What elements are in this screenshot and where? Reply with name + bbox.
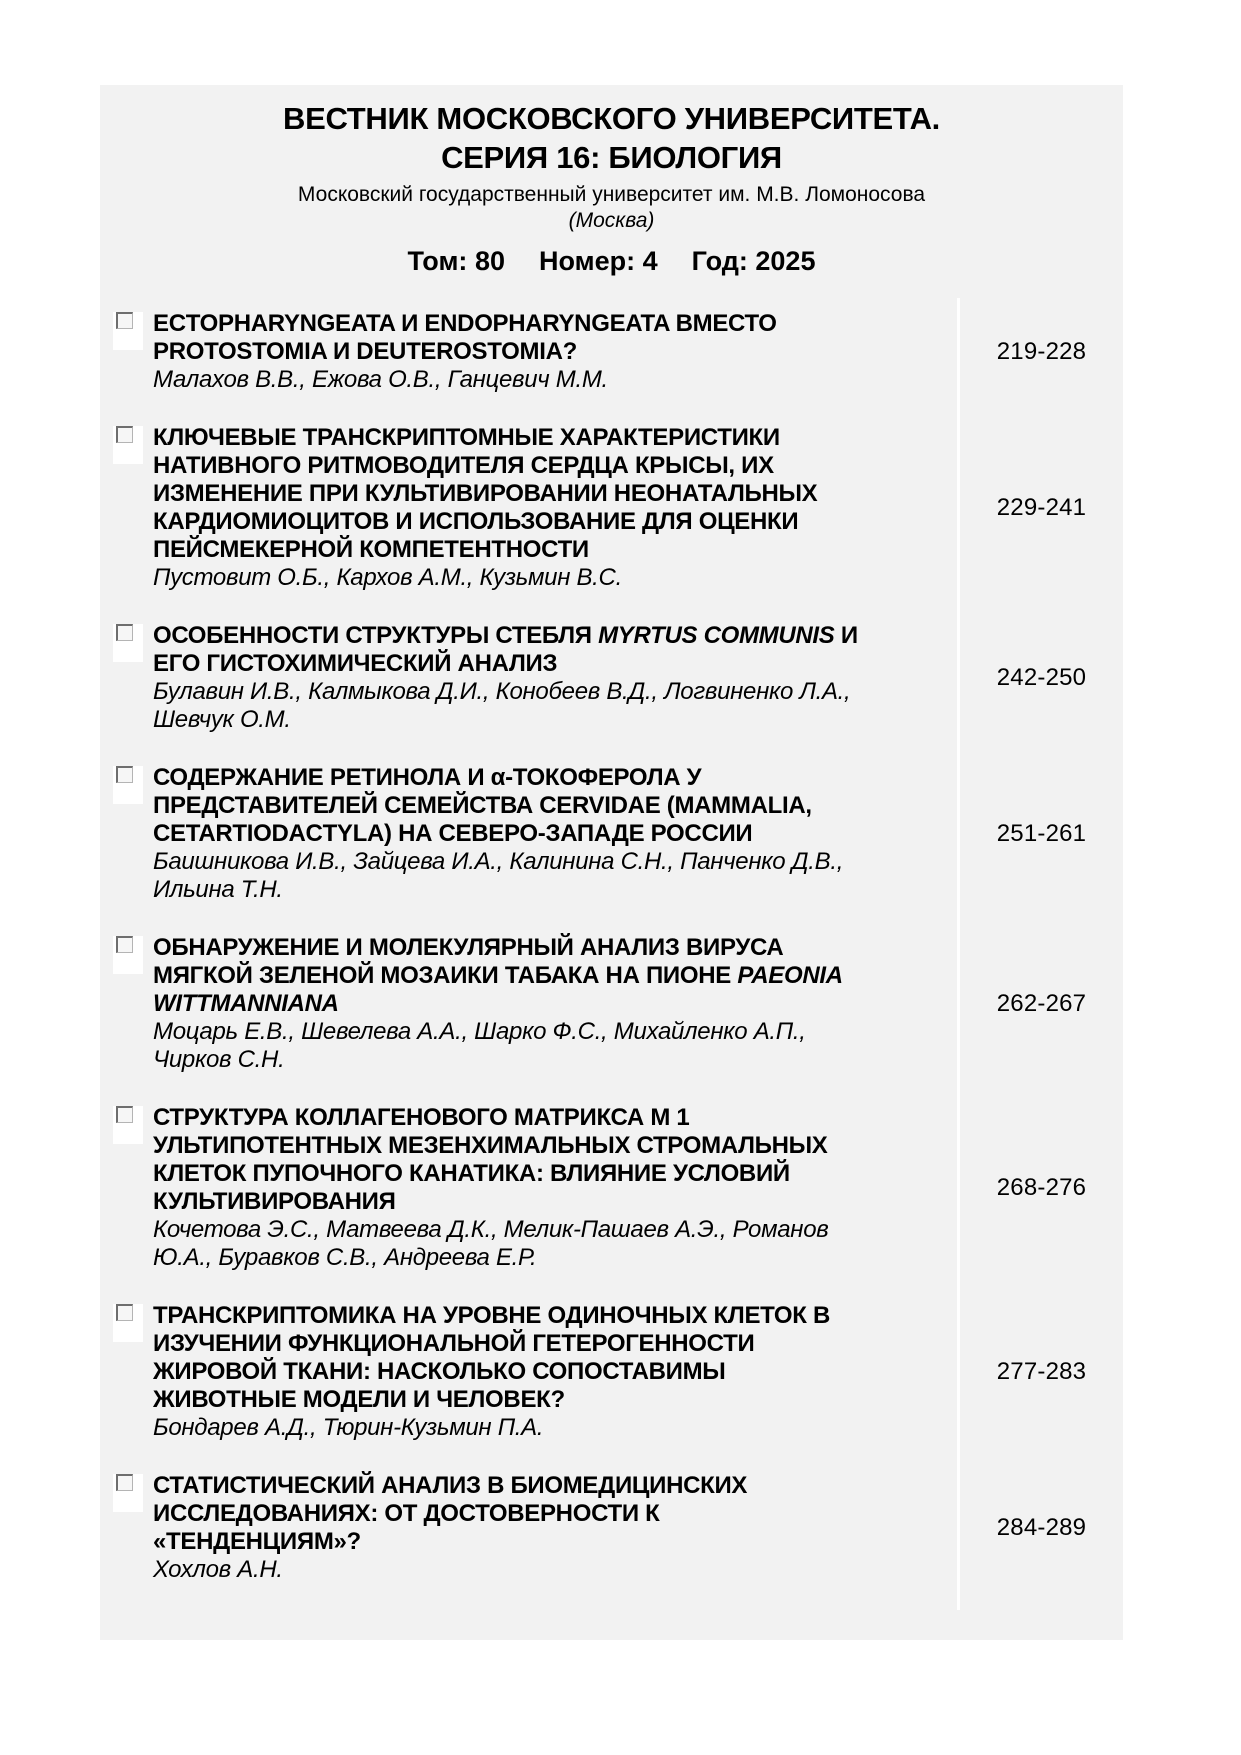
article-text-cell — [153, 1104, 960, 1272]
article-pages: 262-267 — [996, 990, 1087, 1017]
article-checkbox-cell — [100, 934, 153, 1074]
year-value: 2025 — [755, 246, 816, 276]
article-text-cell — [153, 310, 960, 394]
article-pages: 284-289 — [996, 1514, 1087, 1541]
pages-column-separator — [957, 298, 960, 1610]
article-row — [100, 1472, 1123, 1584]
journal-city: (Москва) — [568, 209, 655, 232]
article-checkbox-background — [113, 426, 143, 464]
article-checkbox-background — [113, 936, 143, 974]
article-authors: Кочетова Э.С., Матвеева Д.К., Мелик-Пашаев А.Э., Романов Ю.А., Буравков С.В., Андреева Е.Р. — [153, 1216, 829, 1271]
article-text-cell — [153, 424, 960, 592]
article-checkbox-background — [113, 1304, 143, 1342]
volume-info — [408, 246, 505, 276]
issue-number-info — [539, 246, 658, 276]
issue-label: Номер: — [538, 246, 636, 276]
article-checkbox-background — [113, 1474, 143, 1512]
article-row — [100, 764, 1123, 904]
article-pages: 251-261 — [996, 820, 1087, 847]
articles-list — [100, 302, 1123, 1584]
year-label: Год: — [691, 246, 748, 276]
article-row — [100, 1302, 1123, 1442]
article-pages: 229-241 — [996, 494, 1087, 521]
article-row — [100, 310, 1123, 394]
article-authors: Малахов В.В., Ежова О.В., Ганцевич М.М. — [153, 366, 608, 393]
article-checkbox[interactable] — [116, 766, 133, 783]
article-pages: 219-228 — [996, 338, 1087, 365]
article-checkbox-background — [113, 766, 143, 804]
article-checkbox[interactable] — [116, 1106, 133, 1123]
article-row — [100, 934, 1123, 1074]
year-info — [692, 246, 816, 276]
article-authors: Хохлов А.Н. — [153, 1556, 283, 1583]
article-authors: Баишникова И.В., Зайцева И.А., Калинина С.Н., Панченко Д.В., Ильина Т.Н. — [153, 848, 844, 903]
article-title: ОСОБЕННОСТИ СТРУКТУРЫ СТЕБЛЯ MYRTUS COMMUNIS И ЕГО ГИСТОХИМИЧЕСКИЙ АНАЛИЗ — [153, 622, 858, 677]
article-title: КЛЮЧЕВЫЕ ТРАНСКРИПТОМНЫЕ ХАРАКТЕРИСТИКИ НАТИВНОГО РИТМОВОДИТЕЛЯ СЕРДЦА КРЫСЫ, ИХ ИЗМЕНЕНИЕ ПРИ КУЛЬТИВИРОВАНИИ НЕОНАТАЛЬНЫХ КАРДИОМИОЦИТОВ И ИСПОЛЬЗОВАНИЕ ДЛЯ ОЦЕНКИ ПЕЙСМЕКЕРНОЙ КОМПЕТЕНТНОСТИ — [153, 424, 818, 563]
article-authors: Бондарев А.Д., Тюрин-Кузьмин П.А. — [153, 1414, 544, 1441]
journal-title-line1: ВЕСТНИК МОСКОВСКОГО УНИВЕРСИТЕТА. — [283, 101, 940, 136]
article-title: СОДЕРЖАНИЕ РЕТИНОЛА И α-ТОКОФЕРОЛА У ПРЕДСТАВИТЕЛЕЙ СЕМЕЙСТВА CERVIDAE (MAMMALIA, CETARTIODACTYLA) НА СЕВЕРО-ЗАПАДЕ РОССИИ — [153, 764, 812, 847]
article-checkbox-cell — [100, 764, 153, 904]
article-title: ОБНАРУЖЕНИЕ И МОЛЕКУЛЯРНЫЙ АНАЛИЗ ВИРУСА МЯГКОЙ ЗЕЛЕНОЙ МОЗАИКИ ТАБАКА НА ПИОНЕ PAEONIA WITTMANNIANA — [153, 934, 842, 1017]
article-title: СТАТИСТИЧЕСКИЙ АНАЛИЗ В БИОМЕДИЦИНСКИХ ИССЛЕДОВАНИЯХ: ОТ ДОСТОВЕРНОСТИ К «ТЕНДЕНЦИЯМ»? — [153, 1472, 748, 1555]
article-checkbox[interactable] — [116, 426, 133, 443]
article-pages: 242-250 — [996, 664, 1087, 691]
article-text-cell — [153, 934, 960, 1074]
article-row — [100, 1104, 1123, 1272]
article-checkbox[interactable] — [116, 312, 133, 329]
article-checkbox[interactable] — [116, 1474, 133, 1491]
article-text-cell — [153, 1472, 960, 1584]
article-checkbox-cell — [100, 310, 153, 394]
article-title: ТРАНСКРИПТОМИКА НА УРОВНЕ ОДИНОЧНЫХ КЛЕТОК В ИЗУЧЕНИИ ФУНКЦИОНАЛЬНОЙ ГЕТЕРОГЕННОСТИ ЖИРОВОЙ ТКАНИ: НАСКОЛЬКО СОПОСТАВИМЫ ЖИВОТНЫЕ МОДЕЛИ И ЧЕЛОВЕК? — [153, 1302, 831, 1413]
article-checkbox-cell — [100, 424, 153, 592]
article-title: СТРУКТУРА КОЛЛАГЕНОВОГО МАТРИКСА М 1 УЛЬТИПОТЕНТНЫХ МЕЗЕНХИМАЛЬНЫХ СТРОМАЛЬНЫХ КЛЕТОК ПУПОЧНОГО КАНАТИКА: ВЛИЯНИЕ УСЛОВИЙ КУЛЬТИВИРОВАНИЯ — [153, 1104, 828, 1215]
article-checkbox-background — [113, 312, 143, 350]
article-title: ECTOPHARYNGEATA И ENDOPHARYNGEATA ВМЕСТО PROTOSTOMIA И DEUTEROSTOMIA? — [153, 310, 777, 365]
article-row — [100, 424, 1123, 592]
journal-contents-panel — [100, 85, 1123, 1640]
article-text-cell — [153, 622, 960, 734]
article-checkbox-background — [113, 1106, 143, 1144]
article-checkbox-cell — [100, 1104, 153, 1272]
article-authors: Пустовит О.Б., Кархов А.М., Кузьмин В.С. — [153, 564, 622, 591]
article-pages: 268-276 — [996, 1174, 1087, 1201]
article-checkbox-cell — [100, 1302, 153, 1442]
article-checkbox-background — [113, 624, 143, 662]
article-checkbox[interactable] — [116, 936, 133, 953]
article-pages: 277-283 — [996, 1358, 1087, 1385]
article-checkbox[interactable] — [116, 624, 133, 641]
volume-value: 80 — [474, 246, 505, 276]
article-authors: Булавин И.В., Калмыкова Д.И., Конобеев В.Д., Логвиненко Л.А., Шевчук О.М. — [153, 678, 851, 733]
article-authors: Моцарь Е.В., Шевелева А.А., Шарко Ф.С., Михайленко А.П., Чирков С.Н. — [153, 1018, 806, 1073]
article-text-cell — [153, 1302, 960, 1442]
article-text-cell — [153, 764, 960, 904]
article-checkbox-cell — [100, 1472, 153, 1584]
journal-institution: Московский государственный университет им. М.В. Ломоносова — [297, 183, 926, 206]
article-checkbox-cell — [100, 622, 153, 734]
article-row — [100, 622, 1123, 734]
article-checkbox[interactable] — [116, 1304, 133, 1321]
volume-label: Том: — [407, 246, 468, 276]
journal-title-line2: СЕРИЯ 16: БИОЛОГИЯ — [441, 140, 782, 175]
issue-info-line — [100, 244, 1123, 278]
issue-value: 4 — [642, 246, 658, 276]
